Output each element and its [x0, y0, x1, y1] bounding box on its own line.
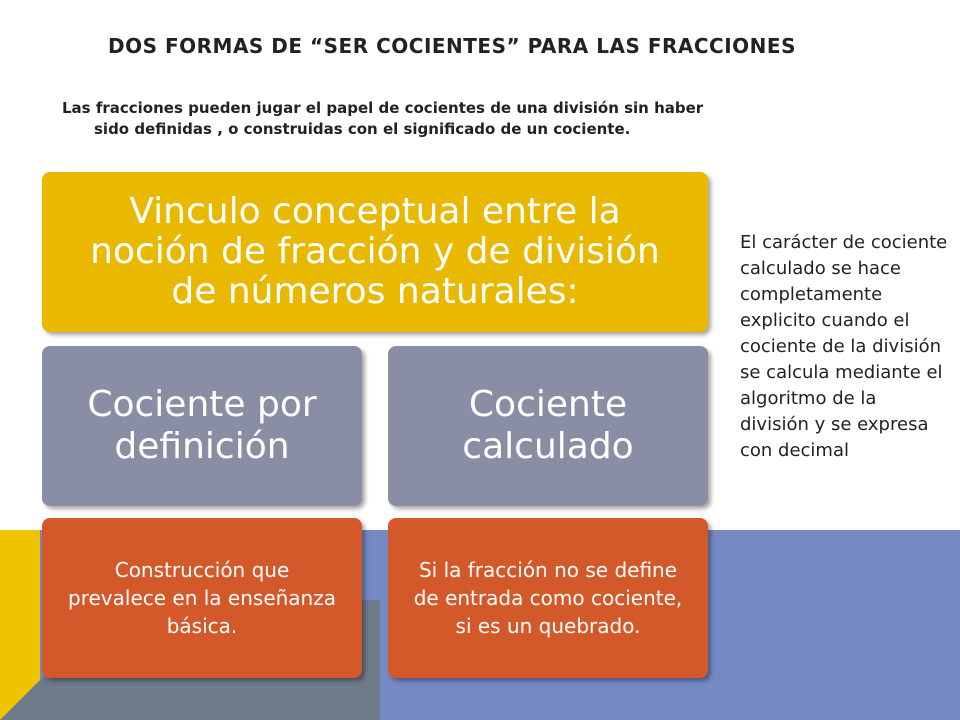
cociente-definicion-text: Cociente por definición	[87, 384, 317, 467]
calculado-detail-box	[388, 518, 708, 678]
cociente-calculado-box	[388, 346, 708, 506]
intro-text	[62, 98, 842, 140]
side-note: El carácter de cociente calculado se hace completamente explicito cuando el cociente de la división se calcula mediante el algoritmo de la división y se expresa con decimal	[740, 232, 948, 461]
intro-line-2: sido definidas , o construidas con el significado de un cociente.	[94, 120, 631, 138]
calculado-detail-text: Si la fracción no se define de entrada como cociente, si es un quebrado.	[413, 558, 683, 638]
definicion-detail-box	[42, 518, 362, 678]
cociente-calculado-text: Cociente calculado	[462, 384, 634, 467]
cociente-definicion-box	[42, 346, 362, 506]
intro-line-1: Las fracciones pueden jugar el papel de cocientes de una división sin haber	[62, 99, 704, 117]
concept-link-box	[42, 172, 708, 332]
concept-link-text: Vinculo conceptual entre la noción de fracción y de división de números naturales:	[90, 191, 660, 312]
page-title: DOS FORMAS DE “SER COCIENTES” PARA LAS FRACCIONES	[108, 34, 796, 58]
definicion-detail-text: Construcción que prevalece en la enseñanza básica.	[68, 558, 336, 638]
